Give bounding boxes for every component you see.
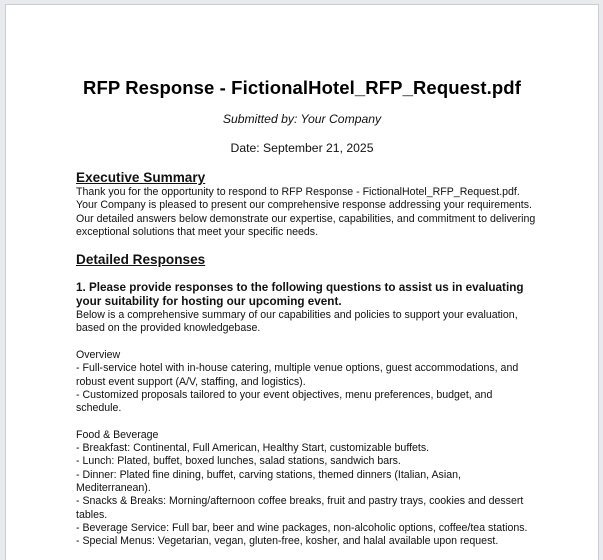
detailed-responses-heading: Detailed Responses (76, 252, 206, 268)
list-item: - Dinner: Plated fine dining, buffet, carving stations, themed dinners (Italian, Asian, Mediterranean). (76, 468, 461, 495)
document-title: RFP Response - FictionalHotel_RFP_Request.pdf (83, 77, 521, 98)
question-intro: Below is a comprehensive summary of our capabilities and policies to support your evaluation, based on the provided knowledgebase. (76, 309, 518, 335)
list-item: - Beverage Service: Full bar, beer and wine packages, non-alcoholic options, coffee/tea stations. (76, 521, 528, 534)
list-item: - Special Menus: Vegetarian, vegan, gluten-free, kosher, and halal available upon request. (76, 535, 499, 548)
document-page (5, 4, 599, 560)
list-item: - Snacks & Breaks: Morning/afternoon coffee breaks, fruit and pastry trays, cookies and dessert tables. (76, 495, 524, 521)
submitted-by: Submitted by: Your Company (222, 112, 382, 126)
executive-summary-heading: Executive Summary (76, 170, 206, 185)
list-item: - Customized proposals tailored to your event objectives, menu preferences, budget, and schedule. (76, 388, 493, 415)
document-body (76, 170, 536, 549)
food-beverage-heading: Food & Beverage (76, 428, 159, 441)
list-item: - Full-service hotel with in-house catering, multiple venue options, guest accommodations, and robust event support (A/V, staffing, and logistics). (76, 362, 519, 388)
question-title: 1. Please provide responses to the following questions to assist us in evaluating your suitability for hosting our upcoming event. (76, 281, 524, 309)
overview-heading: Overview (76, 349, 121, 362)
list-item: - Breakfast: Continental, Full American, Healthy Start, customizable buffets. (76, 442, 430, 455)
list-item: - Lunch: Plated, buffet, boxed lunches, salad stations, sandwich bars. (76, 455, 401, 468)
document-date: Date: September 21, 2025 (230, 141, 374, 155)
executive-summary-text: Thank you for the opportunity to respond to RFP Response - FictionalHotel_RFP_Request.pdf. Your Company is pleased to present our comprehensive response addressing your requirements. Our detailed answers below demonstrate our expertise, capabilities, and commitment to delivering exceptional solutions that meet your specific needs. (76, 186, 536, 238)
